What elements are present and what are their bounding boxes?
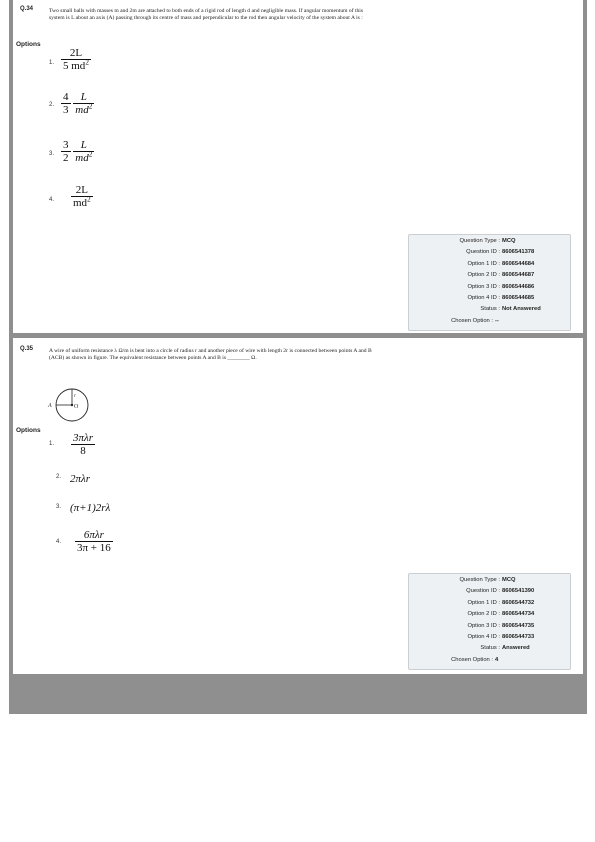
info-key: Question ID : (466, 249, 500, 256)
option-number: 3. (56, 504, 62, 510)
info-row (409, 316, 570, 327)
question-text: A wire of uniform resistance λ Ω/m is bent into a circle of radius r and another piece of wire with length 2r is connected between points A and B (ACB) as shown in figure. The equivalent resistance between points A and B is ________ Ω. (49, 348, 372, 361)
info-row (409, 609, 570, 620)
option-2-math[interactable] (61, 91, 94, 116)
label-o: O (74, 404, 79, 410)
option-2-exponent: 2 (88, 102, 93, 111)
info-key: Question Type : (459, 577, 500, 583)
option-4-numerator: 6πλr (83, 529, 104, 541)
info-value: MCQ (502, 238, 516, 244)
option-2-coef-num: 4 (63, 91, 69, 103)
info-value: -- (495, 317, 499, 324)
option-1-math[interactable] (71, 432, 95, 457)
option-number: 4. (49, 197, 55, 203)
option-3-frac-den: md (75, 152, 89, 164)
info-value: 8606544685 (502, 295, 535, 302)
option-2-coef-den: 3 (63, 104, 69, 116)
info-row (409, 598, 570, 609)
info-key: Option 1 ID : (467, 260, 500, 267)
question-info-panel (408, 234, 571, 331)
circle-wire-figure (41, 382, 101, 430)
question-card-35 (13, 338, 583, 674)
info-key: Question ID : (466, 588, 500, 595)
info-row (409, 247, 570, 258)
center-point (71, 404, 73, 406)
info-key: Option 1 ID : (467, 599, 500, 606)
info-value: 4 (495, 656, 499, 663)
info-value: 8606544687 (502, 272, 535, 279)
info-row (409, 643, 570, 654)
option-3-exponent: 2 (88, 150, 93, 159)
option-4-math[interactable] (71, 184, 93, 209)
option-4-numerator: 2L (75, 184, 88, 196)
info-value: 8606544684 (502, 260, 535, 267)
option-4-denominator: 3π + 16 (77, 542, 111, 554)
question-info-panel (408, 573, 571, 670)
info-key: Status : (480, 645, 500, 652)
info-key: Option 3 ID : (467, 283, 500, 290)
option-1-numerator: 2L (69, 47, 83, 59)
options-label: Options (16, 427, 41, 434)
option-number: 3. (49, 151, 55, 157)
label-a: A (48, 403, 52, 409)
info-key: Option 4 ID : (467, 295, 500, 302)
question-text: Two small balls with masses m and 2m are attached to both ends of a rigid rod of length d and negligible mass. If angular momentum of this system is L about an axis (A) passing through its centre of mass and perpendicular to the rod then angular velocity of the system about A is : (49, 8, 364, 21)
info-key: Option 3 ID : (467, 622, 500, 629)
option-2-frac-num: L (80, 91, 87, 103)
option-1-math[interactable] (61, 47, 91, 72)
option-3-math[interactable] (70, 502, 110, 514)
info-value: MCQ (502, 577, 516, 583)
info-row (409, 655, 570, 666)
option-3-frac-num: L (80, 139, 87, 151)
info-row (409, 575, 570, 586)
info-key: Option 2 ID : (467, 611, 500, 618)
question-frame (9, 0, 587, 714)
info-key: Option 4 ID : (467, 634, 500, 641)
option-4-exponent: 2 (87, 195, 91, 204)
question-number: Q.35 (20, 346, 34, 352)
info-row (409, 259, 570, 270)
option-2-math[interactable] (70, 473, 90, 485)
info-row (409, 632, 570, 643)
info-row (409, 304, 570, 315)
label-r: r (74, 394, 76, 399)
option-1-exponent: 2 (85, 58, 89, 67)
info-row (409, 621, 570, 632)
option-2-expression: 2πλr (70, 473, 91, 485)
info-row (409, 236, 570, 247)
question-number: Q.34 (20, 6, 34, 12)
info-row (409, 293, 570, 304)
option-number: 1. (49, 441, 55, 447)
info-key: Question Type : (459, 238, 500, 244)
option-3-math[interactable] (61, 139, 94, 164)
info-row (409, 586, 570, 597)
info-key: Chosen Option : (451, 317, 493, 324)
info-row (409, 270, 570, 281)
option-3-expression: (π+1)2rλ (70, 502, 111, 514)
option-number: 2. (49, 102, 55, 108)
option-number: 2. (56, 474, 62, 480)
option-2-frac-den: md (75, 104, 89, 116)
info-key: Status : (480, 306, 500, 313)
option-3-coef-den: 2 (63, 152, 69, 164)
option-4-denominator: md (73, 197, 88, 209)
option-1-numerator: 3πλr (73, 432, 94, 444)
options-label: Options (16, 41, 41, 48)
info-value: 8606544686 (502, 283, 535, 290)
option-3-coef-num: 3 (63, 139, 69, 151)
option-number: 4. (56, 539, 62, 545)
option-1-denominator: 8 (71, 444, 95, 457)
option-4-math[interactable] (75, 529, 113, 554)
option-1-denominator: 5 md (63, 60, 86, 72)
info-key: Chosen Option : (451, 656, 493, 663)
info-value: Not Answered (502, 306, 541, 313)
info-value: 8606544732 (502, 599, 535, 606)
info-value: Answered (502, 645, 530, 652)
info-value: 8606544733 (502, 634, 535, 641)
info-row (409, 282, 570, 293)
info-value: 8606541378 (502, 249, 535, 256)
info-key: Option 2 ID : (467, 272, 500, 279)
question-card-34 (13, 0, 583, 333)
info-value: 8606544734 (502, 611, 535, 618)
info-value: 8606541390 (502, 588, 535, 595)
option-number: 1. (49, 60, 55, 66)
info-value: 8606544735 (502, 622, 535, 629)
